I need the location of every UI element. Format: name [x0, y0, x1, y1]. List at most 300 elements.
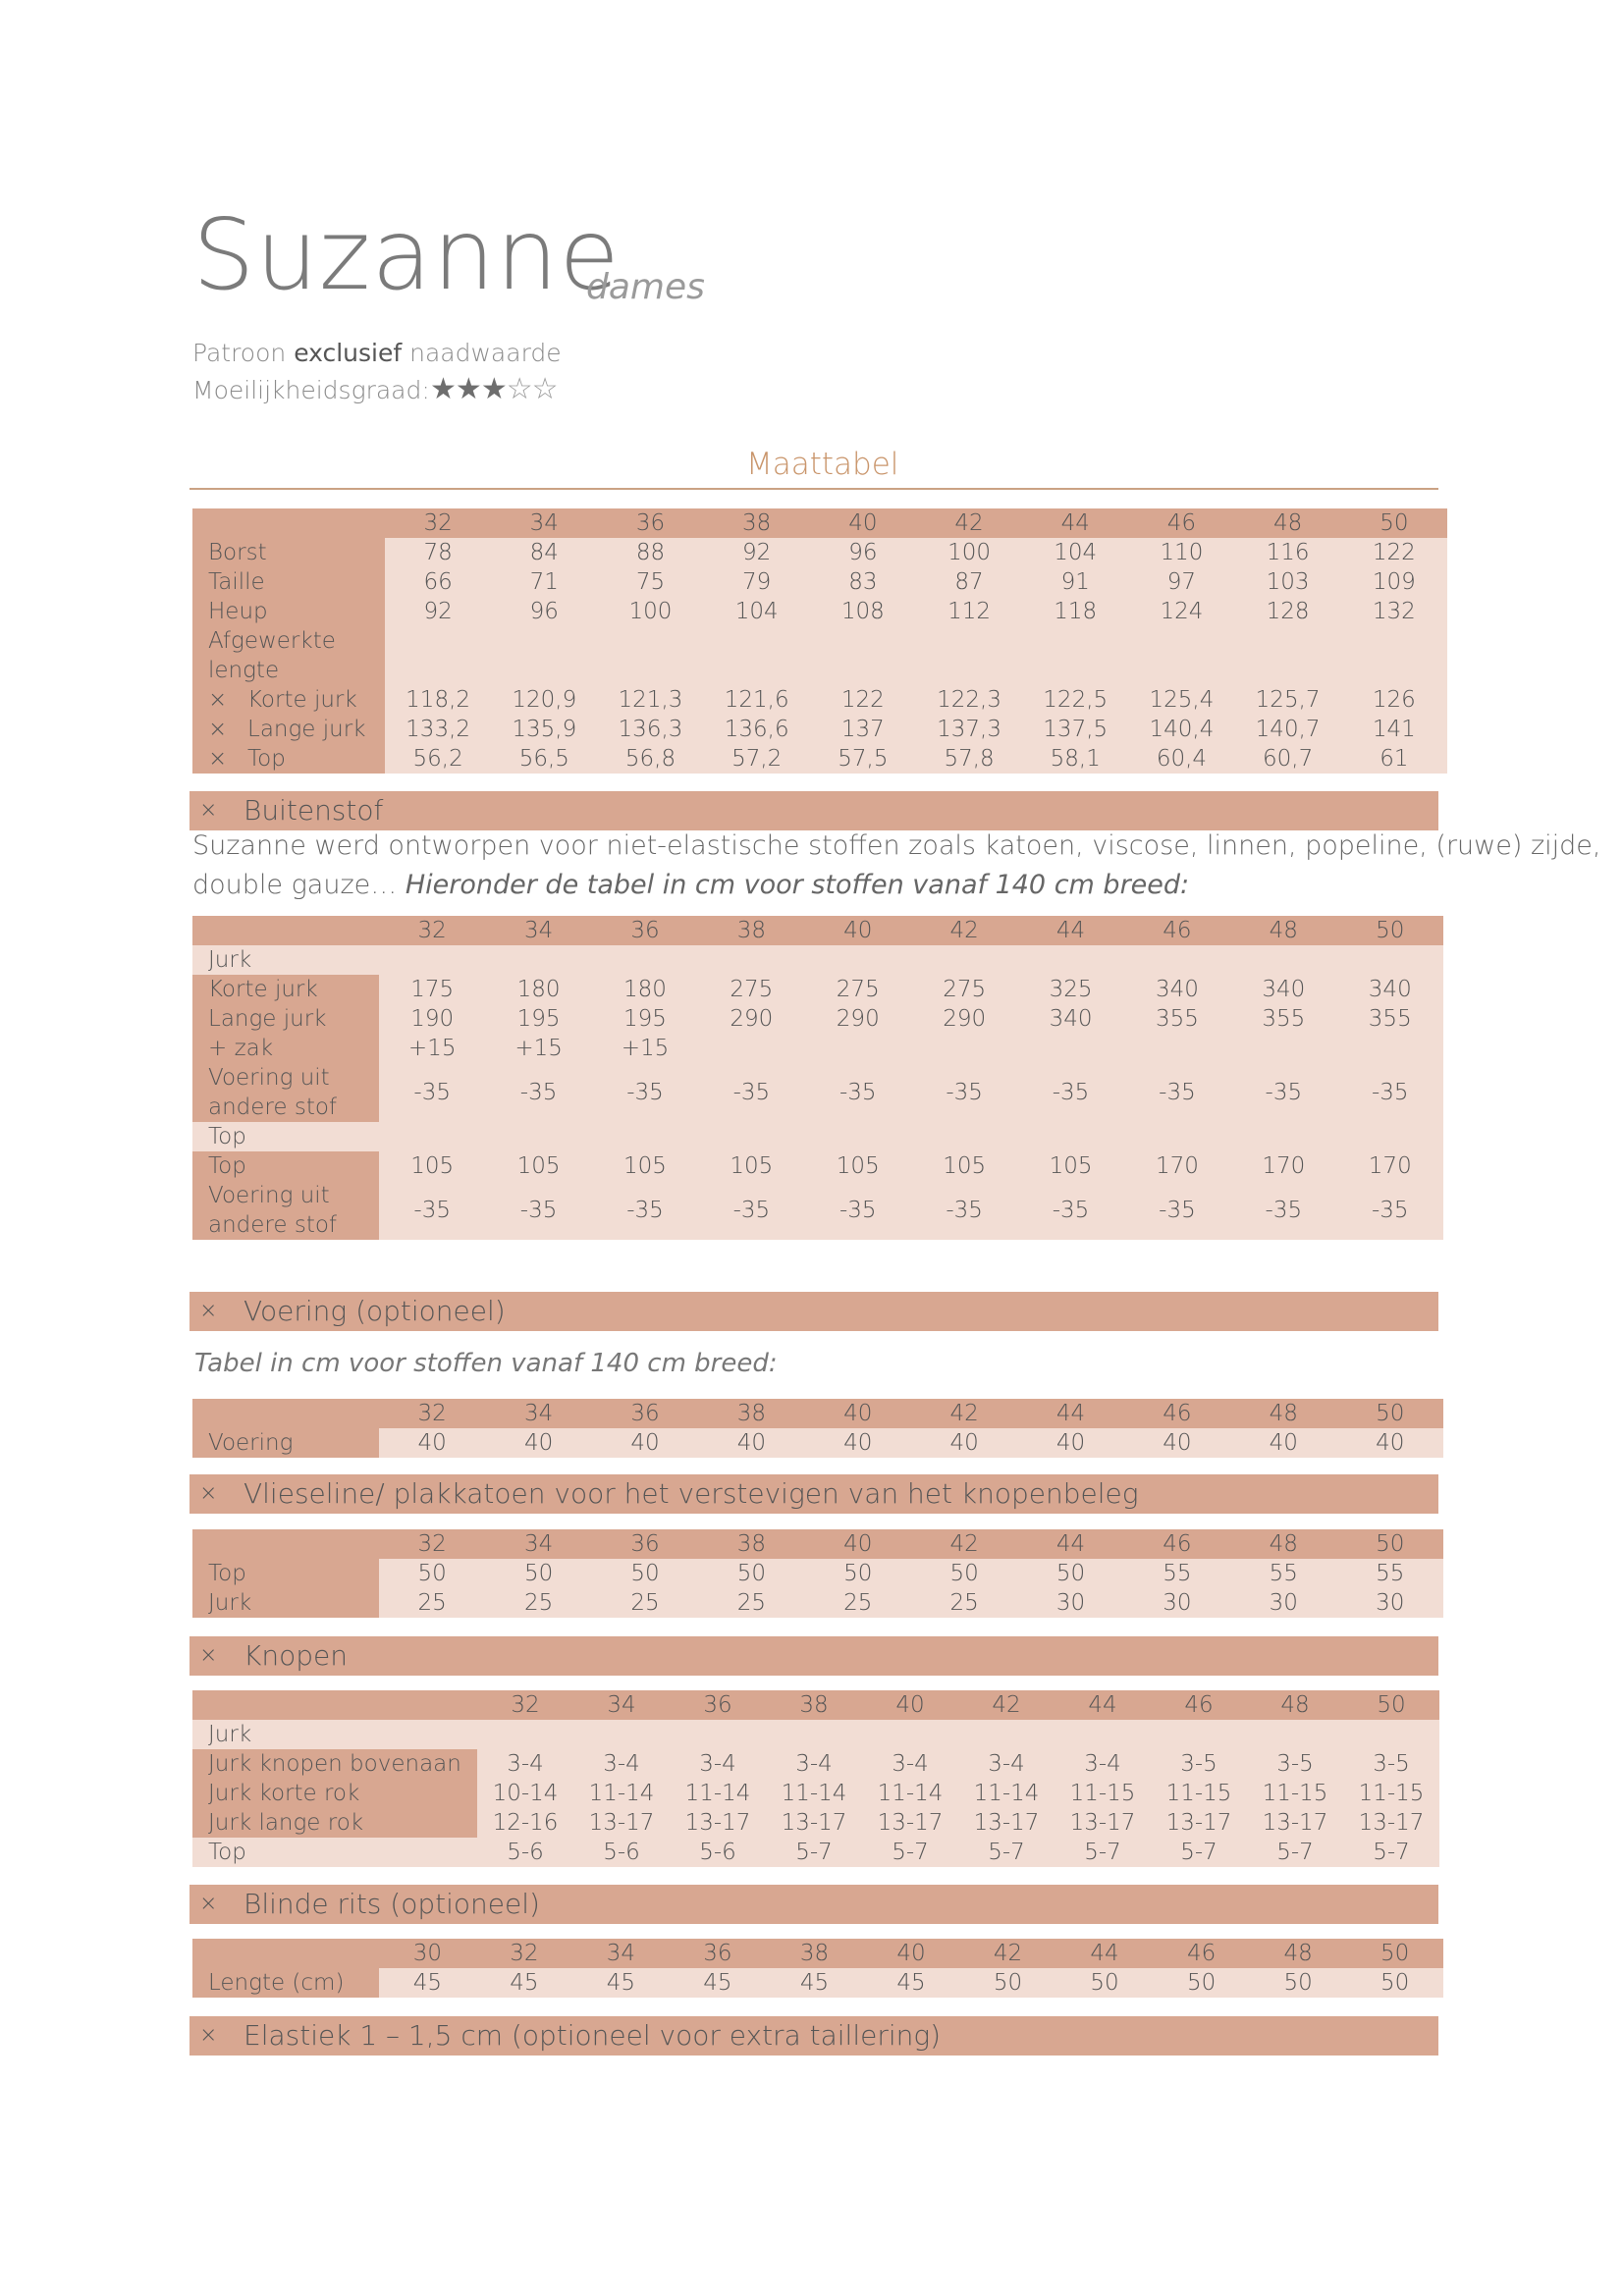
- table-cell: -35: [1124, 1181, 1230, 1240]
- bullet-icon: ×: [199, 1481, 218, 1506]
- row-label-text: Lange jurk: [208, 1006, 327, 1032]
- bullet-icon: ×: [208, 746, 228, 772]
- table-cell: 11-14: [573, 1779, 670, 1808]
- table-cell: 13-17: [1247, 1808, 1343, 1838]
- table-cell: -35: [1230, 1181, 1336, 1240]
- section-bar-voering: [189, 1292, 1438, 1331]
- row-label-text-2: andere stof: [208, 1212, 338, 1238]
- heading-divider: [189, 488, 1438, 490]
- size-header-cell: 44: [1056, 1939, 1154, 1968]
- table-cell: [1055, 1720, 1151, 1749]
- table-cell: 137,3: [916, 715, 1022, 744]
- seam-allowance-note: [192, 339, 562, 367]
- size-header-cell: 32: [379, 1399, 485, 1428]
- table-cell: 180: [485, 975, 591, 1004]
- table-cell: [670, 1720, 766, 1749]
- row-label: [192, 597, 385, 626]
- size-header-cell: 36: [670, 1939, 767, 1968]
- size-table: [192, 508, 1447, 774]
- table-cell: 122,3: [916, 685, 1022, 715]
- size-header-cell: 40: [805, 1399, 911, 1428]
- table-cell: [592, 945, 698, 975]
- bullet-icon: ×: [199, 2023, 218, 2048]
- table-cell: 97: [1128, 567, 1234, 597]
- row-label: [192, 1720, 477, 1749]
- buttons-table: [192, 1690, 1439, 1867]
- table-cell: 75: [597, 567, 703, 597]
- header-corner: [192, 1399, 379, 1428]
- size-header-cell: 42: [911, 916, 1017, 945]
- table-cell: -35: [379, 1063, 485, 1122]
- table-cell: 5-7: [1247, 1838, 1343, 1867]
- table-cell: 100: [597, 597, 703, 626]
- size-header-row: [192, 1939, 1443, 1968]
- row-label: [192, 1749, 477, 1779]
- table-row: [192, 1122, 1443, 1151]
- row-label-text: Top: [208, 1124, 246, 1149]
- table-row: [192, 1559, 1443, 1588]
- section-title: Elastiek 1 – 1,5 cm (optioneel voor extra taillering): [243, 2019, 942, 2052]
- table-cell: 340: [1017, 1004, 1123, 1034]
- row-label-text: Top: [208, 1153, 246, 1179]
- table-cell: 118: [1022, 597, 1128, 626]
- row-label-text: Jurk knopen bovenaan: [208, 1751, 461, 1777]
- table-cell: 11-14: [766, 1779, 862, 1808]
- table-cell: 120,9: [491, 685, 597, 715]
- size-header-cell: 42: [911, 1399, 1017, 1428]
- row-label-text: Jurk: [208, 947, 252, 973]
- row-label: [192, 1063, 379, 1122]
- table-row: [192, 744, 1447, 774]
- table-cell: -35: [485, 1181, 591, 1240]
- size-header-cell: 32: [477, 1690, 573, 1720]
- row-label: [192, 1838, 477, 1867]
- size-header-cell: 36: [592, 1399, 698, 1428]
- table-cell: [698, 945, 804, 975]
- size-header-cell: 36: [592, 1529, 698, 1559]
- table-cell: 50: [698, 1559, 804, 1588]
- size-header-cell: 46: [1151, 1690, 1247, 1720]
- table-cell: [1337, 945, 1443, 975]
- row-label: [192, 1559, 379, 1588]
- section-title: Voering (optioneel): [243, 1295, 506, 1327]
- table-cell: [916, 626, 1022, 656]
- size-header-cell: 32: [379, 1529, 485, 1559]
- size-header-row: [192, 1529, 1443, 1559]
- table-cell: 56,5: [491, 744, 597, 774]
- row-label: [192, 1428, 379, 1458]
- table-cell: 290: [911, 1004, 1017, 1034]
- table-cell: 5-6: [477, 1838, 573, 1867]
- section-bar-knopen: [189, 1636, 1438, 1676]
- table-cell: [1124, 1034, 1230, 1063]
- table-cell: 3-4: [670, 1749, 766, 1779]
- table-cell: [1230, 1034, 1336, 1063]
- row-label: [192, 1034, 379, 1063]
- table-cell: 3-4: [862, 1749, 958, 1779]
- table-row: [192, 1838, 1439, 1867]
- table-cell: 355: [1124, 1004, 1230, 1034]
- table-cell: 11-14: [670, 1779, 766, 1808]
- bullet-icon: ×: [208, 687, 228, 713]
- table-cell: -35: [379, 1181, 485, 1240]
- row-label-text: Afgewerkte: [208, 628, 336, 654]
- bullet-icon: ×: [199, 1892, 218, 1916]
- row-label: [192, 744, 385, 774]
- table-cell: [379, 1122, 485, 1151]
- size-header-cell: 46: [1153, 1939, 1250, 1968]
- table-cell: 275: [911, 975, 1017, 1004]
- size-header-cell: 34: [491, 508, 597, 538]
- size-header-cell: 44: [1017, 916, 1123, 945]
- table-cell: 13-17: [958, 1808, 1055, 1838]
- size-header-cell: 38: [698, 1399, 804, 1428]
- table-cell: 340: [1124, 975, 1230, 1004]
- table-cell: 91: [1022, 567, 1128, 597]
- table-cell: 355: [1337, 1004, 1443, 1034]
- table-cell: 40: [485, 1428, 591, 1458]
- table-cell: 105: [1017, 1151, 1123, 1181]
- table-cell: 50: [1346, 1968, 1443, 1998]
- section-bar-buitenstof: [189, 791, 1438, 830]
- table-row: [192, 656, 1447, 685]
- table-cell: 92: [704, 538, 810, 567]
- fabric-description: [192, 827, 1600, 905]
- table-cell: 88: [597, 538, 703, 567]
- size-header-cell: 32: [385, 508, 491, 538]
- table-cell: 195: [592, 1004, 698, 1034]
- table-cell: [1235, 656, 1341, 685]
- row-label: [192, 567, 385, 597]
- table-cell: [379, 945, 485, 975]
- size-header-cell: 46: [1128, 508, 1234, 538]
- row-label: [192, 1588, 379, 1618]
- table-cell: 45: [379, 1968, 476, 1998]
- table-row: [192, 1151, 1443, 1181]
- table-cell: [1022, 626, 1128, 656]
- table-cell: 55: [1230, 1559, 1336, 1588]
- table-cell: 50: [379, 1559, 485, 1588]
- row-label-text: Jurk: [208, 1590, 252, 1616]
- seam-note-c: naadwaarde: [402, 339, 562, 367]
- table-cell: 30: [1337, 1588, 1443, 1618]
- difficulty-rating: [430, 372, 558, 406]
- size-header-cell: 40: [805, 916, 911, 945]
- table-cell: [597, 626, 703, 656]
- table-cell: 340: [1337, 975, 1443, 1004]
- table-cell: -35: [1337, 1181, 1443, 1240]
- size-header-row: [192, 1399, 1443, 1428]
- table-cell: [1337, 1034, 1443, 1063]
- table-cell: [810, 656, 916, 685]
- table-cell: 11-15: [1151, 1779, 1247, 1808]
- size-header-cell: 50: [1337, 916, 1443, 945]
- table-cell: 5-6: [573, 1838, 670, 1867]
- table-cell: 11-14: [862, 1779, 958, 1808]
- section-bar-elastiek: [189, 2016, 1438, 2056]
- table-cell: [573, 1720, 670, 1749]
- row-label: [192, 1122, 379, 1151]
- table-cell: 40: [1230, 1428, 1336, 1458]
- size-header-cell: 38: [766, 1939, 863, 1968]
- table-cell: [1341, 626, 1447, 656]
- section-bar-vlieseline: [189, 1474, 1438, 1514]
- lining-note: Tabel in cm voor stoffen vanaf 140 cm breed:: [194, 1349, 778, 1378]
- table-cell: 110: [1128, 538, 1234, 567]
- table-cell: 137: [810, 715, 916, 744]
- table-cell: 40: [1017, 1428, 1123, 1458]
- table-row: [192, 1063, 1443, 1122]
- table-cell: 116: [1235, 538, 1341, 567]
- table-cell: 13-17: [670, 1808, 766, 1838]
- table-cell: 11-14: [958, 1779, 1055, 1808]
- table-row: [192, 597, 1447, 626]
- size-header-cell: 38: [704, 508, 810, 538]
- bullet-icon: ×: [199, 1643, 218, 1668]
- table-cell: 170: [1337, 1151, 1443, 1181]
- table-cell: 71: [491, 567, 597, 597]
- table-cell: 79: [704, 567, 810, 597]
- size-header-cell: 34: [485, 1529, 591, 1559]
- table-cell: 5-7: [1343, 1838, 1439, 1867]
- table-cell: 96: [491, 597, 597, 626]
- table-row: [192, 1034, 1443, 1063]
- table-cell: [1247, 1720, 1343, 1749]
- row-label: [192, 715, 385, 744]
- table-cell: 58,1: [1022, 744, 1128, 774]
- size-header-cell: 34: [485, 1399, 591, 1428]
- table-cell: -35: [592, 1181, 698, 1240]
- star-empty-icon: ☆: [531, 372, 558, 406]
- table-cell: -35: [592, 1063, 698, 1122]
- table-cell: 56,2: [385, 744, 491, 774]
- size-header-cell: 48: [1230, 1529, 1336, 1559]
- row-label-text: Voering: [208, 1430, 294, 1456]
- size-header-row: [192, 1690, 1439, 1720]
- star-empty-icon: ☆: [506, 372, 532, 406]
- table-cell: [911, 945, 1017, 975]
- table-cell: [958, 1720, 1055, 1749]
- table-cell: 128: [1235, 597, 1341, 626]
- row-label-text: Top: [208, 1840, 246, 1865]
- table-cell: 132: [1341, 597, 1447, 626]
- table-row: [192, 1720, 1439, 1749]
- table-cell: 5-7: [958, 1838, 1055, 1867]
- table-cell: 112: [916, 597, 1022, 626]
- size-header-cell: 42: [911, 1529, 1017, 1559]
- row-label-text: Taille: [208, 569, 265, 595]
- table-cell: [385, 656, 491, 685]
- table-cell: 13-17: [573, 1808, 670, 1838]
- size-header-cell: 40: [805, 1529, 911, 1559]
- table-cell: 170: [1230, 1151, 1336, 1181]
- table-cell: [805, 1034, 911, 1063]
- table-cell: [1151, 1720, 1247, 1749]
- table-cell: [862, 1720, 958, 1749]
- table-cell: 195: [485, 1004, 591, 1034]
- table-cell: 40: [698, 1428, 804, 1458]
- table-cell: 105: [379, 1151, 485, 1181]
- table-cell: 121,6: [704, 685, 810, 715]
- fabric-description-line2: [192, 866, 1600, 905]
- table-cell: 275: [698, 975, 804, 1004]
- table-cell: -35: [1017, 1181, 1123, 1240]
- size-header-cell: 48: [1230, 1399, 1336, 1428]
- table-cell: 57,5: [810, 744, 916, 774]
- table-cell: [1022, 656, 1128, 685]
- table-cell: 11-15: [1247, 1779, 1343, 1808]
- table-cell: 3-4: [1055, 1749, 1151, 1779]
- section-title: Buitenstof: [243, 794, 384, 827]
- row-label-text: + zak: [208, 1036, 274, 1061]
- size-table-heading: Maattabel: [746, 447, 899, 482]
- row-label-text-2: andere stof: [208, 1095, 338, 1120]
- table-cell: 3-5: [1343, 1749, 1439, 1779]
- table-cell: 137,5: [1022, 715, 1128, 744]
- table-cell: 13-17: [766, 1808, 862, 1838]
- table-cell: 66: [385, 567, 491, 597]
- row-label-text: Jurk lange rok: [208, 1810, 364, 1836]
- table-cell: 57,8: [916, 744, 1022, 774]
- table-cell: [485, 945, 591, 975]
- table-cell: -35: [485, 1063, 591, 1122]
- size-header-cell: 34: [573, 1690, 670, 1720]
- row-label: [192, 656, 385, 685]
- header-corner: [192, 1529, 379, 1559]
- table-cell: 40: [1124, 1428, 1230, 1458]
- section-title: Vlieseline/ plakkatoen voor het verstevigen van het knopenbeleg: [243, 1477, 1139, 1510]
- row-label: [192, 538, 385, 567]
- size-header-cell: 48: [1250, 1939, 1347, 1968]
- table-cell: 105: [698, 1151, 804, 1181]
- row-label-text: lengte: [208, 658, 280, 683]
- table-cell: 45: [670, 1968, 767, 1998]
- table-cell: -35: [698, 1063, 804, 1122]
- row-label: [192, 1779, 477, 1808]
- row-label-text: Lange jurk: [247, 717, 366, 742]
- size-header-cell: 40: [810, 508, 916, 538]
- header-corner: [192, 1939, 379, 1968]
- table-cell: [592, 1122, 698, 1151]
- table-cell: 78: [385, 538, 491, 567]
- row-label-text: Borst: [208, 540, 267, 565]
- row-label: [192, 975, 379, 1004]
- bullet-icon: ×: [208, 717, 228, 742]
- table-cell: 125,7: [1235, 685, 1341, 715]
- table-cell: 136,6: [704, 715, 810, 744]
- table-row: [192, 1808, 1439, 1838]
- star-filled-icon: ★: [430, 372, 456, 406]
- row-label: [192, 626, 385, 656]
- table-cell: 104: [704, 597, 810, 626]
- table-cell: 30: [1017, 1588, 1123, 1618]
- table-cell: 25: [379, 1588, 485, 1618]
- table-cell: [385, 626, 491, 656]
- table-cell: 13-17: [862, 1808, 958, 1838]
- row-label: [192, 1808, 477, 1838]
- table-cell: [491, 656, 597, 685]
- row-label-text: Top: [247, 746, 286, 772]
- table-cell: 100: [916, 538, 1022, 567]
- table-cell: 50: [1153, 1968, 1250, 1998]
- table-cell: [698, 1122, 804, 1151]
- table-row: [192, 1588, 1443, 1618]
- table-row: [192, 626, 1447, 656]
- table-cell: 105: [911, 1151, 1017, 1181]
- table-row: [192, 1181, 1443, 1240]
- table-cell: 3-5: [1151, 1749, 1247, 1779]
- table-cell: 57,2: [704, 744, 810, 774]
- table-cell: 40: [1337, 1428, 1443, 1458]
- row-label: [192, 1181, 379, 1240]
- table-cell: [1017, 945, 1123, 975]
- size-header-cell: 44: [1055, 1690, 1151, 1720]
- fabric-description-plain: double gauze…: [192, 870, 406, 900]
- table-cell: +15: [379, 1034, 485, 1063]
- table-row: [192, 1749, 1439, 1779]
- row-label: [192, 1968, 379, 1998]
- table-cell: 50: [805, 1559, 911, 1588]
- table-cell: 83: [810, 567, 916, 597]
- table-cell: [911, 1122, 1017, 1151]
- interfacing-table: [192, 1529, 1443, 1618]
- size-header-cell: 44: [1022, 508, 1128, 538]
- table-cell: 355: [1230, 1004, 1336, 1034]
- table-cell: 55: [1124, 1559, 1230, 1588]
- table-cell: 190: [379, 1004, 485, 1034]
- table-cell: 25: [805, 1588, 911, 1618]
- table-cell: [1128, 656, 1234, 685]
- zipper-table: [192, 1939, 1443, 1998]
- table-cell: 50: [911, 1559, 1017, 1588]
- size-header-cell: 44: [1017, 1399, 1123, 1428]
- table-cell: 325: [1017, 975, 1123, 1004]
- table-cell: [1235, 626, 1341, 656]
- table-cell: [911, 1034, 1017, 1063]
- table-cell: 50: [959, 1968, 1056, 1998]
- document-subtitle: dames: [586, 267, 705, 307]
- table-cell: 140,7: [1235, 715, 1341, 744]
- table-cell: 25: [592, 1588, 698, 1618]
- table-cell: 30: [1124, 1588, 1230, 1618]
- section-bar-rits: [189, 1885, 1438, 1924]
- header-corner: [192, 1690, 477, 1720]
- table-cell: [597, 656, 703, 685]
- table-cell: 11-15: [1055, 1779, 1151, 1808]
- row-label: [192, 1004, 379, 1034]
- table-cell: 13-17: [1151, 1808, 1247, 1838]
- table-cell: 170: [1124, 1151, 1230, 1181]
- size-header-cell: 34: [572, 1939, 670, 1968]
- bullet-icon: ×: [199, 1299, 218, 1323]
- table-cell: [704, 626, 810, 656]
- table-cell: 13-17: [1343, 1808, 1439, 1838]
- table-cell: 55: [1337, 1559, 1443, 1588]
- table-cell: 3-5: [1247, 1749, 1343, 1779]
- table-cell: 30: [1230, 1588, 1336, 1618]
- size-header-cell: 46: [1124, 1399, 1230, 1428]
- table-cell: 5-7: [766, 1838, 862, 1867]
- table-cell: 40: [592, 1428, 698, 1458]
- size-header-cell: 50: [1346, 1939, 1443, 1968]
- table-row: [192, 1004, 1443, 1034]
- size-header-cell: 38: [698, 916, 804, 945]
- table-cell: 5-7: [1151, 1838, 1247, 1867]
- table-cell: 3-4: [573, 1749, 670, 1779]
- size-header-cell: 36: [592, 916, 698, 945]
- size-header-row: [192, 916, 1443, 945]
- row-label-text: Jurk korte rok: [208, 1781, 360, 1806]
